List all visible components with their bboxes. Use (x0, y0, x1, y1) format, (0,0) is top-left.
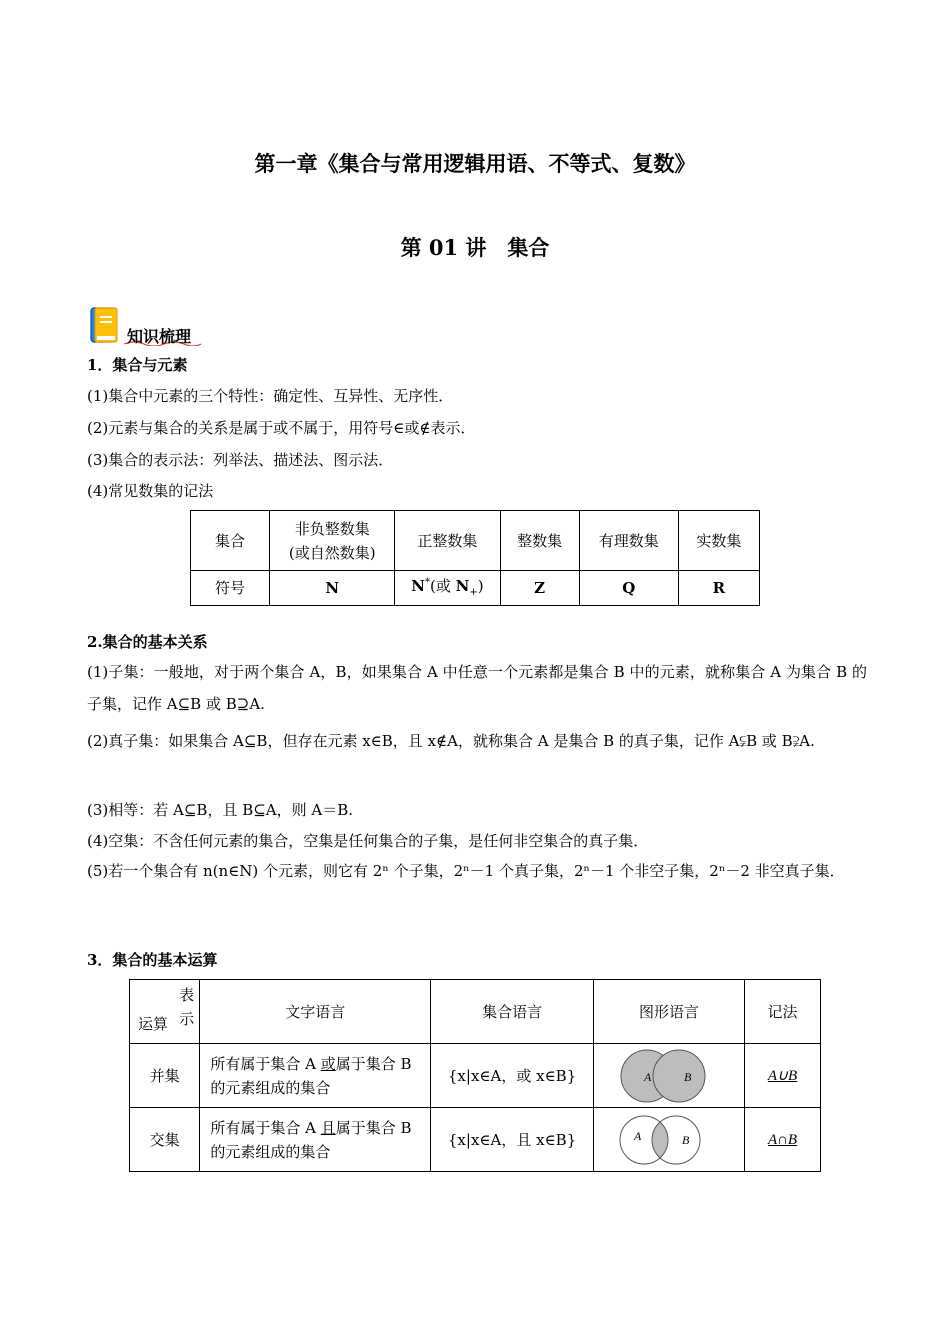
s1-line4: (4)常见数集的记法 (87, 482, 214, 500)
table-cell: 符号 (191, 571, 270, 606)
table-cell (200, 1108, 431, 1172)
table-cell: 交集 (130, 1108, 200, 1172)
cell-text: N (455, 577, 470, 595)
s1-line3: (3)集合的表示法：列举法、描述法、图示法． (87, 451, 394, 469)
table-row (130, 980, 821, 1044)
table-cell: 集合语言 (431, 980, 594, 1044)
table-cell: {x|x∈A，或 x∈B} (431, 1044, 594, 1108)
table-cell: 集合 (191, 511, 270, 571)
section2-heading: 2.集合的基本关系 (87, 633, 208, 651)
union-venn-diagram (594, 1045, 744, 1107)
section3-heading: 3．集合的基本运算 (87, 951, 218, 969)
cell-text: 属于集合 B (335, 1118, 412, 1137)
venn-label-a: A (634, 1128, 642, 1143)
number-sets-table (190, 510, 760, 606)
cell-text: N (411, 577, 425, 595)
s2-para2: (2)真子集：如果集合 A⊆B，但存在元素 x∈B，且 x∉A，就称集合 A 是集合 B 的真子集，记作 A⫋B 或 B⫌A. (87, 732, 815, 750)
table-cell: 有理数集 (579, 511, 678, 571)
cell-text: + (469, 587, 478, 598)
s2-para3: (3)相等：若 A⊆B，且 B⊆A，则 A＝B. (87, 801, 354, 819)
cell-text: A∪B (767, 1068, 798, 1084)
venn-label-b: B (684, 1069, 692, 1084)
table-cell (270, 511, 395, 571)
s2-para5: (5)若一个集合有 n(n∈N) 个元素，则它有 2ⁿ 个子集，2ⁿ－1 个真子集，2ⁿ－1 个非空子集，2ⁿ－2 非空真子集． (87, 862, 845, 880)
table-cell: N (270, 571, 395, 606)
venn-label-a: A (644, 1069, 652, 1084)
cell-text: A∩B (767, 1132, 798, 1148)
intersection-venn-diagram (594, 1109, 744, 1171)
badge-label: 知识梳理 (127, 327, 192, 346)
table-cell: 实数集 (678, 511, 759, 571)
section1-heading: 1．集合与元素 (87, 356, 188, 374)
s1-line1: (1)集合中元素的三个特性：确定性、互异性、无序性． (87, 387, 454, 405)
chapter-title: 第一章《集合与常用逻辑用语、不等式、复数》 (254, 151, 696, 176)
corner-label-top: 表示 (179, 986, 195, 1028)
cell-text: ) (477, 577, 484, 595)
s2-para4: (4)空集：不含任何元素的集合，空集是任何集合的子集，是任何非空集合的真子集． (87, 832, 649, 850)
table-cell (594, 1108, 745, 1172)
table-cell: 记法 (745, 980, 821, 1044)
table-cell: Q (579, 571, 678, 606)
cell-text: 且 (320, 1118, 336, 1137)
corner-label-bottom: 运算 (138, 1015, 169, 1033)
table-cell (200, 1044, 431, 1108)
table-cell (745, 1044, 821, 1108)
lecture-title: 第 01 讲 集合 (400, 235, 550, 260)
cell-text: 属于集合 B (335, 1054, 412, 1073)
table-row (191, 511, 760, 571)
cell-text: 的元素组成的集合 (210, 1142, 331, 1161)
table-cell: {x|x∈A，且 x∈B} (431, 1108, 594, 1172)
cell-text: * (424, 577, 430, 588)
cell-text: 的元素组成的集合 (210, 1078, 331, 1097)
table-cell: Z (500, 571, 579, 606)
table-cell (130, 980, 200, 1044)
set-operations-table (129, 979, 821, 1172)
knowledge-badge (89, 306, 214, 346)
cell-text: (或 (429, 577, 456, 595)
table-row (191, 571, 760, 606)
table-row (130, 1108, 821, 1172)
table-row (130, 1044, 821, 1108)
cell-text: 非负整数集 (294, 519, 370, 538)
table-cell: 图形语言 (594, 980, 745, 1044)
cell-text: (或自然数集) (288, 543, 376, 562)
venn-label-b: B (682, 1132, 690, 1147)
s1-line2: (2)元素与集合的关系是属于或不属于，用符号∈或∉表示． (87, 419, 476, 437)
table-cell: 文字语言 (200, 980, 431, 1044)
cell-text: 所有属于集合 A (210, 1054, 321, 1073)
table-cell: 正整数集 (395, 511, 500, 571)
s2-para1: (1)子集：一般地，对于两个集合 A，B，如果集合 A 中任意一个元素都是集合 B 中的元素，就称集合 A 为集合 B 的子集，记作 A⊆B 或 B⊇A. (87, 663, 867, 713)
table-cell: 并集 (130, 1044, 200, 1108)
cell-text: 所有属于集合 A (210, 1118, 321, 1137)
table-cell (594, 1044, 745, 1108)
cell-text: 或 (320, 1054, 336, 1073)
table-cell: R (678, 571, 759, 606)
table-cell (745, 1108, 821, 1172)
table-cell: 整数集 (500, 511, 579, 571)
table-cell (395, 571, 500, 606)
